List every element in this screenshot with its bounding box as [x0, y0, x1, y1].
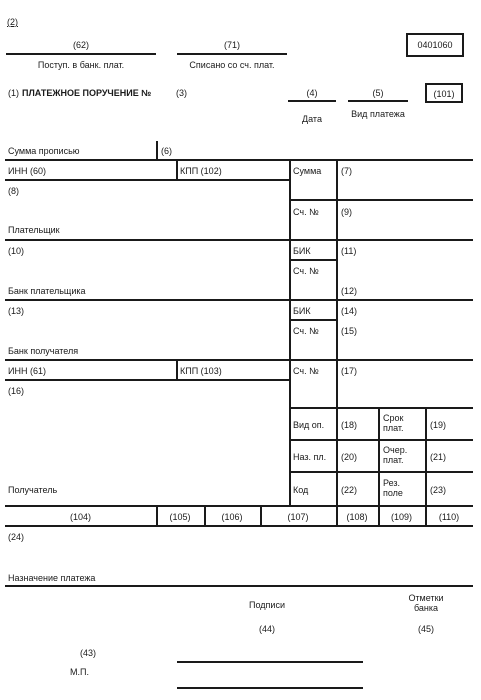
- payment-order-label: Очер. плат.: [383, 445, 408, 465]
- field-43: (43): [80, 648, 97, 658]
- grid-line: [289, 439, 473, 441]
- field-11: (11): [341, 246, 357, 256]
- field-105: (105): [169, 512, 191, 522]
- payer-bank-label: Банк плательщика: [8, 286, 86, 296]
- field-12: (12): [341, 286, 358, 296]
- bank-marks-label: Отметки банка: [408, 593, 444, 613]
- payee-account-label: Сч. №: [293, 366, 319, 376]
- grid-line: [289, 407, 473, 409]
- grid-vline-inn-kpp-payee: [176, 359, 178, 379]
- grid-line: [289, 199, 337, 201]
- payee-bank-label: Банк получателя: [8, 346, 79, 356]
- payment-term-label: Срок плат.: [383, 413, 404, 433]
- debited-date-line: [177, 53, 287, 55]
- grid-line: [289, 259, 337, 261]
- payee-bank-bik-label: БИК: [293, 306, 311, 316]
- purpose-code-label: Наз. пл.: [293, 452, 327, 462]
- payer-label: Плательщик: [8, 225, 60, 235]
- grid-vline-sum: [289, 159, 291, 505]
- grid-line: [337, 199, 473, 201]
- received-date-line: [6, 53, 156, 55]
- field-101-box: [425, 83, 463, 103]
- form-code-box: [406, 33, 464, 57]
- code-label: Код: [293, 485, 309, 495]
- payee-bank-account-label: Сч. №: [293, 326, 319, 336]
- payment-type-line: [348, 100, 408, 102]
- debited-from-account-label: Списано со сч. плат.: [189, 60, 275, 70]
- grid-line: [5, 505, 473, 507]
- field-18: (18): [341, 420, 358, 430]
- field-22: (22): [341, 485, 358, 495]
- field-5: (5): [372, 88, 384, 98]
- field-8: (8): [8, 186, 19, 196]
- field-4: (4): [306, 88, 318, 98]
- field-23: (23): [430, 485, 447, 495]
- field-3: (3): [176, 88, 187, 98]
- payer-bank-bik-label: БИК: [293, 246, 311, 256]
- payee-inn-label: ИНН (61): [8, 366, 46, 376]
- field-45: (45): [417, 624, 434, 634]
- payer-account-label: Сч. №: [293, 207, 319, 217]
- operation-type-label: Вид оп.: [293, 420, 325, 430]
- grid-line: [289, 319, 337, 321]
- field-17: (17): [341, 366, 358, 376]
- form-code: 0401060: [417, 40, 453, 50]
- purpose-bottom-line: [5, 585, 473, 587]
- payer-kpp-label: КПП (102): [180, 166, 222, 176]
- signature-line-2: [177, 687, 363, 689]
- field-2: (2): [7, 17, 18, 27]
- grid-vline-right: [425, 407, 427, 505]
- stamp-label: М.П.: [70, 667, 89, 677]
- field-110: (110): [438, 512, 460, 522]
- grid-line: [5, 179, 289, 181]
- field-20: (20): [341, 452, 358, 462]
- amount-in-words-label: Сумма прописью: [8, 146, 80, 156]
- payer-inn-label: ИНН (60): [8, 166, 46, 176]
- field-19: (19): [430, 420, 447, 430]
- field-62: (62): [72, 40, 89, 50]
- field-24: (24): [8, 532, 25, 542]
- date-label: Дата: [302, 114, 322, 124]
- grid-vline-mid: [378, 407, 380, 505]
- grid-vline-inn-kpp: [176, 159, 178, 179]
- field-15: (15): [341, 326, 358, 336]
- grid-line: [5, 379, 289, 381]
- field-6: (6): [161, 146, 172, 156]
- grid-line: [5, 299, 473, 301]
- field-44: (44): [258, 624, 275, 634]
- field-108: (108): [346, 512, 368, 522]
- field-9: (9): [341, 207, 352, 217]
- reserve-field-label: Рез. поле: [383, 478, 403, 498]
- field-10: (10): [8, 246, 25, 256]
- sum-label: Сумма: [293, 166, 322, 176]
- field-13: (13): [8, 306, 25, 316]
- payment-type-label: Вид платежа: [351, 109, 405, 119]
- form-title: ПЛАТЕЖНОЕ ПОРУЧЕНИЕ №: [22, 88, 152, 98]
- payee-label: Получатель: [8, 485, 58, 495]
- grid-line: [5, 159, 473, 161]
- field-1: (1): [8, 88, 19, 98]
- field-101: (101): [433, 89, 455, 99]
- grid-vline-values: [336, 159, 338, 505]
- field-7: (7): [341, 166, 352, 176]
- grid-line: [5, 359, 473, 361]
- field-107: (107): [287, 512, 309, 522]
- grid-line: [289, 471, 473, 473]
- field-109: (109): [390, 512, 412, 522]
- field-106: (106): [221, 512, 243, 522]
- signature-line-1: [177, 661, 363, 663]
- field-14: (14): [341, 306, 358, 316]
- amount-words-divider: [156, 141, 158, 159]
- signatures-label: Подписи: [249, 600, 285, 610]
- grid-line: [5, 525, 473, 527]
- field-21: (21): [430, 452, 447, 462]
- grid-line: [5, 239, 473, 241]
- payee-kpp-label: КПП (103): [180, 366, 222, 376]
- payer-bank-account-label: Сч. №: [293, 266, 319, 276]
- field-104: (104): [69, 512, 91, 522]
- payment-purpose-label: Назначение платежа: [8, 573, 96, 583]
- received-in-bank-label: Поступ. в банк. плат.: [37, 60, 125, 70]
- field-16: (16): [8, 386, 25, 396]
- date-line: [288, 100, 336, 102]
- field-71: (71): [223, 40, 240, 50]
